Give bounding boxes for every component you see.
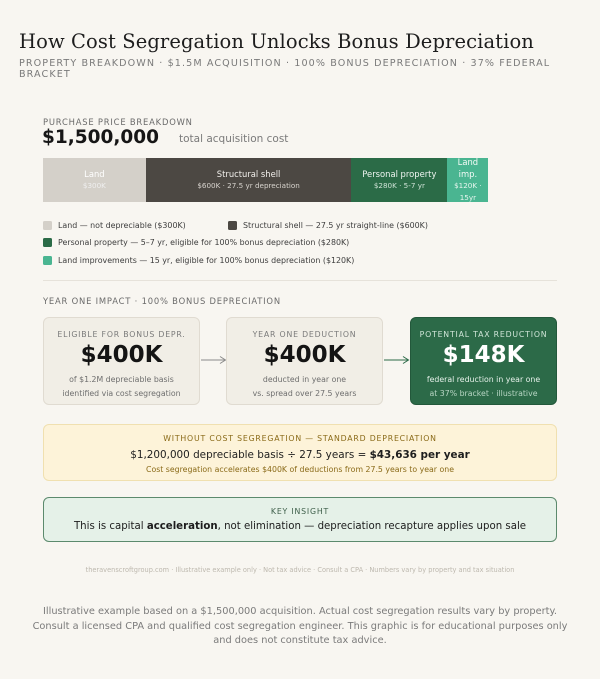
legend-item-personal-property <box>43 238 349 247</box>
standard-depreciation-formula <box>44 449 556 461</box>
key-insight-text <box>44 521 556 532</box>
year-one-deduction-box <box>226 317 383 405</box>
bar-segment-land-sub: $300K <box>82 181 106 190</box>
legend-item-land <box>43 221 186 230</box>
eligible-bonus-label: ELIGIBLE FOR BONUS DEPR. <box>57 330 186 339</box>
year-one-deduction-label: YEAR ONE DEDUCTION <box>252 330 357 339</box>
standard-formula-text: $1,200,000 depreciable basis ÷ 27.5 years = <box>130 449 370 461</box>
bar-segment-structural-shell-name: Structural shell <box>216 169 281 179</box>
standard-depreciation-box <box>43 424 557 481</box>
tax-reduction-line1: federal reduction in year one <box>426 375 541 384</box>
key-insight-box <box>43 497 557 542</box>
legend-swatch-structural-shell <box>228 221 237 230</box>
bar-segment-land-improvements-name: Land imp. <box>457 157 479 179</box>
year-one-impact-label: YEAR ONE IMPACT · 100% BONUS DEPRECIATION <box>43 296 281 306</box>
tax-reduction-value: $148K <box>442 342 525 368</box>
bar-segment-structural-shell <box>146 158 352 202</box>
key-insight-suffix: , not elimination — depreciation recapture applies upon sale <box>217 521 527 532</box>
purchase-note: total acquisition cost <box>179 133 289 145</box>
legend-text-land: Land — not depreciable ($300K) <box>58 221 186 230</box>
legend-text-structural-shell: Structural shell — 27.5 yr straight-line ($600K) <box>243 221 428 230</box>
eligible-bonus-line1: of $1.2M depreciable basis <box>69 375 174 384</box>
eligible-bonus-box <box>43 317 200 405</box>
purchase-amount: $1,500,000 <box>42 127 160 148</box>
bar-segment-structural-shell-sub: $600K · 27.5 yr depreciation <box>197 181 300 190</box>
page-subtitle: PROPERTY BREAKDOWN · $1.5M ACQUISITION · 100% BONUS DEPRECIATION · 37% FEDERAL BRACKET <box>19 58 551 80</box>
legend-swatch-personal-property <box>43 238 52 247</box>
bar-segment-personal-property <box>351 158 447 202</box>
bar-segment-land <box>43 158 146 202</box>
tax-reduction-label: POTENTIAL TAX REDUCTION <box>419 330 548 339</box>
page-title: How Cost Segregation Unlocks Bonus Depreciation <box>19 30 534 53</box>
purchase-breakdown-label: PURCHASE PRICE BREAKDOWN <box>43 117 193 127</box>
year-one-deduction-value: $400K <box>263 342 346 368</box>
bar-segment-land-improvements-sub: $120K · 15yr <box>454 181 482 202</box>
legend-swatch-land <box>43 221 52 230</box>
legend-item-land-improvements <box>43 256 354 265</box>
fine-print: theravenscroftgroup.com · Illustrative example only · Not tax advice · Consult a CPA · Numbers vary by property and tax situation <box>85 566 515 574</box>
legend-item-structural-shell <box>228 221 428 230</box>
year-one-deduction-line1: deducted in year one <box>262 375 347 384</box>
standard-depreciation-note: Cost segregation accelerates $400K of deductions from 27.5 years to year one <box>146 465 454 474</box>
bar-segment-land-improvements <box>447 158 488 202</box>
bar-segment-personal-property-name: Personal property <box>362 169 437 179</box>
tax-reduction-box <box>410 317 557 405</box>
purchase-breakdown-bar <box>43 158 557 202</box>
legend-text-land-improvements: Land improvements — 15 yr, eligible for 100% bonus depreciation ($120K) <box>58 256 355 265</box>
standard-depreciation-label: WITHOUT COST SEGREGATION — STANDARD DEPRECIATION <box>163 434 437 443</box>
eligible-bonus-value: $400K <box>80 342 163 368</box>
standard-formula-result: $43,636 per year <box>369 449 470 461</box>
legend-text-personal-property: Personal property — 5–7 yr, eligible for 100% bonus depreciation ($280K) <box>58 238 350 247</box>
legend-swatch-land-improvements <box>43 256 52 265</box>
year-one-deduction-line2: vs. spread over 27.5 years <box>252 389 357 398</box>
section-divider <box>43 280 557 281</box>
key-insight-label: KEY INSIGHT <box>270 507 330 516</box>
arrow-right-icon <box>384 355 410 365</box>
tax-reduction-line2: at 37% bracket · illustrative <box>429 389 538 398</box>
key-insight-emphasis: acceleration <box>146 521 218 532</box>
bar-segment-personal-property-sub: $280K · 5-7 yr <box>373 181 425 190</box>
disclaimer: Illustrative example based on a $1,500,000 acquisition. Actual cost segregation results vary by property. Consult a licensed CPA and qualified cost segregation engineer. This graphic is for educational purposes only and does not constitute tax advice. <box>32 606 568 646</box>
bar-segment-land-name: Land <box>84 169 105 179</box>
key-insight-prefix: This is capital <box>73 521 147 532</box>
arrow-right-icon <box>201 355 227 365</box>
eligible-bonus-line2: identified via cost segregation <box>62 389 181 398</box>
